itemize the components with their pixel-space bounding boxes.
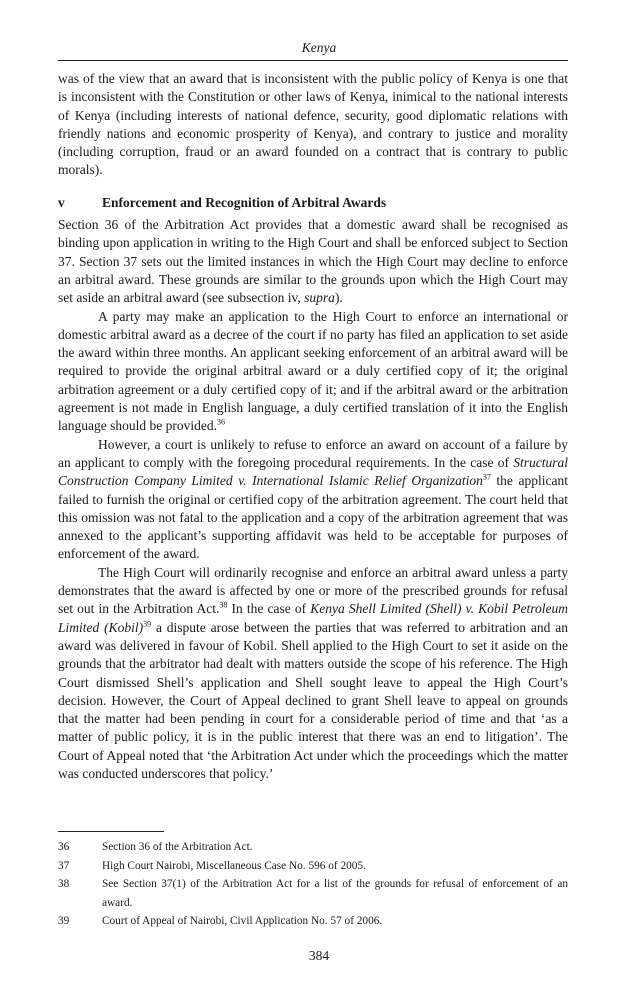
paragraph-continued: was of the view that an award that is inconsistent with the public policy of Kenya is one that is inconsistent with the Constitution or other laws of Kenya, inimical to the national interests of Kenya (including interests of national defence, security, good diplomatic relations with friendly nations and economic prosperity of Kenya), and contrary to justice and morality (including corruption, fraud or an award founded on a contract that is contrary to public morals). bbox=[58, 71, 568, 178]
footnote-number: 38 bbox=[58, 878, 70, 890]
section-number: v bbox=[58, 194, 65, 210]
footnote-item bbox=[58, 838, 568, 857]
p2-text: A party may make an application to the High Court to enforce an international or domestic arbitral award as a decree of the court if no party has filed an application to set aside the award within three months. An applicant seeking enforcement of an arbitral award will be required to provide the original arbitral award or a duly certified copy of it; the original arbitration agreement or a duly certified copy of it; and if the arbitral award or the arbitration agreement is not made in English language, a duly certified translation of it into the English language should be provided. bbox=[58, 308, 568, 434]
paragraph-1 bbox=[58, 216, 568, 307]
paragraph-4 bbox=[58, 564, 568, 784]
footnote-text: Section 36 of the Arbitration Act. bbox=[102, 841, 253, 853]
paragraph-2 bbox=[58, 308, 568, 436]
footnotes bbox=[58, 838, 568, 931]
p4-text-c: a dispute arose between the parties that was referred to arbitration and an award was delivered in favour of Kobil. Shell applied to the High Court to set it aside on the grounds that the arbitrator had dealt with matters outside the scope of his reference. The High Court dismissed Shell’s application and Shell sought leave to appeal the High Court’s decision. However, the Court of Appeal declined to grant Shell leave to appeal on grounds that the matter had been pending in court for a considerable period of time and that ‘as a matter of public policy, it is in the public interest that there was an end to litigation’. The Court of Appeal noted that ‘the Arbitration Act under which the proceedings which the matter was conducted underscores that policy.’ bbox=[58, 619, 568, 781]
p4-text-b: In the case of bbox=[227, 601, 311, 617]
footnote-ref-39[interactable]: 39 bbox=[143, 619, 152, 629]
footnote-ref-36[interactable]: 36 bbox=[216, 417, 225, 427]
p4-case-name: Kenya Shell Limited (Shell) v. Kobil Petroleum Limited (Kobil) bbox=[58, 601, 568, 635]
footnote-ref-38[interactable]: 38 bbox=[219, 600, 228, 610]
footnote-item bbox=[58, 857, 568, 876]
p3-case-name: Structural Construction Company Limited v. International Islamic Relief Organization bbox=[58, 454, 568, 489]
p4-text-a: The High Court will ordinarily recognise and enforce an arbitral award unless a party demonstrates that the award is affected by one or more of the prescribed grounds for refusal set out in the Arbitration Act. bbox=[58, 564, 568, 617]
p3-text-a: However, a court is unlikely to refuse to enforce an award on account of a failure by an applicant to comply with the foregoing procedural requirements. In the case of bbox=[58, 436, 568, 470]
section-title: Enforcement and Recognition of Arbitral Awards bbox=[102, 194, 387, 210]
p1-text: Section 36 of the Arbitration Act provides that a domestic award shall be recognised as binding upon application in writing to the High Court and shall be enforced subject to Section 37. Section 37 sets out the limited instances in which the High Court may decline to enforce an arbitral award. These grounds are similar to the grounds upon which the High Court may set aside an arbitral award (see subsection iv, bbox=[58, 217, 568, 306]
footnote-number: 39 bbox=[58, 915, 70, 927]
paragraph-3 bbox=[58, 436, 568, 564]
footnote-number: 37 bbox=[58, 859, 70, 872]
footnote-rule bbox=[58, 831, 164, 832]
p3-text-b: the applicant failed to furnish the original or certified copy of the arbitration agreement. The court held that this omission was not fatal to the application and a copy of the arbitration agreement that was annexed to the applicant’s supporting affidavit was held to be acceptable for purposes of enforcement of the award. bbox=[58, 473, 568, 562]
footnote-number: 36 bbox=[58, 841, 70, 853]
footnote-text: See Section 37(1) of the Arbitration Act for a list of the grounds for refusal of enforcement of an award. bbox=[102, 878, 568, 909]
header-rule bbox=[58, 60, 568, 61]
footnote-item bbox=[58, 875, 568, 912]
body-text bbox=[58, 70, 568, 783]
footnote-text: Court of Appeal of Nairobi, Civil Application No. 57 of 2006. bbox=[102, 915, 383, 927]
running-head: Kenya bbox=[301, 40, 337, 55]
footnote-item bbox=[58, 912, 568, 931]
page-number: 384 bbox=[308, 948, 330, 963]
p1-supra: supra bbox=[304, 290, 335, 306]
section-heading bbox=[58, 194, 568, 212]
footnote-text: High Court Nairobi, Miscellaneous Case No. 596 of 2005. bbox=[102, 859, 366, 872]
footnote-ref-37[interactable]: 37 bbox=[482, 472, 491, 482]
p1-end: ). bbox=[334, 290, 343, 306]
